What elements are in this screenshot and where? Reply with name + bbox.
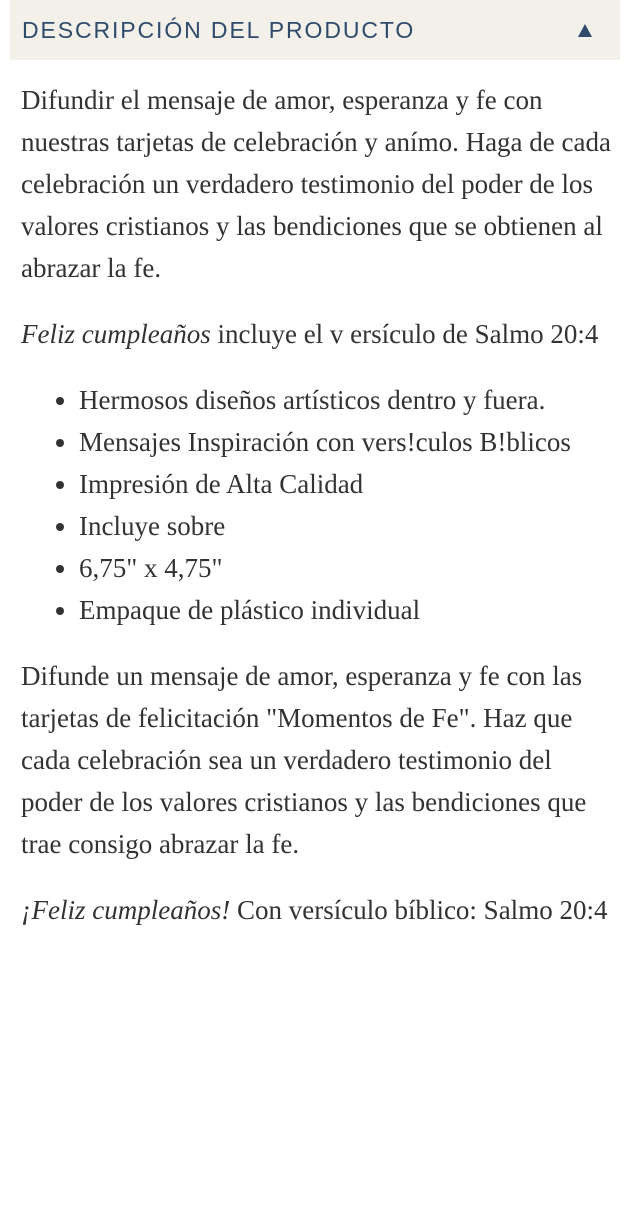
product-description-content [21, 79, 617, 931]
card-title-italic-2: ¡Feliz cumpleaños! [21, 895, 231, 925]
verse-line-text: incluye el v ersículo de Salmo 20:4 [210, 319, 599, 349]
feature-item: • Incluye sobre [79, 505, 617, 547]
verse-line-2 [21, 889, 617, 931]
chevron-up-icon[interactable] [578, 24, 592, 37]
card-title-italic: Feliz cumpleaños [21, 319, 211, 349]
feature-item: • Impresión de Alta Calidad [79, 463, 617, 505]
section-title: DESCRIPCIÓN DEL PRODUCTO [22, 16, 416, 43]
feature-item: • 6,75" x 4,75" [79, 547, 617, 589]
feature-item: • Hermosos diseños artísticos dentro y fuera. [79, 379, 617, 421]
description-paragraph: Difundir el mensaje de amor, esperanza y fe con nuestras tarjetas de celebración y anímo. Haga de cada celebración un verdadero testimonio del poder de los valores cristianos y las bendiciones que se obtienen al abrazar la fe. [21, 85, 611, 283]
verse-line-2-text: Con versículo bíblico: Salmo 20:4 [230, 895, 608, 925]
verse-line [21, 313, 617, 355]
description-paragraph-2: Difunde un mensaje de amor, esperanza y fe con las tarjetas de felicitación "Momentos de Fe". Haz que cada celebración sea un verdadero testimonio del poder de los valores cristianos y las bendiciones que trae consigo abrazar la fe. [21, 661, 587, 859]
feature-item: • Mensajes Inspiración con vers!culos B!blicos [79, 421, 617, 463]
feature-item: • Empaque de plástico individual [79, 589, 617, 631]
product-description-accordion-header[interactable] [10, 0, 620, 60]
feature-list [21, 379, 617, 631]
